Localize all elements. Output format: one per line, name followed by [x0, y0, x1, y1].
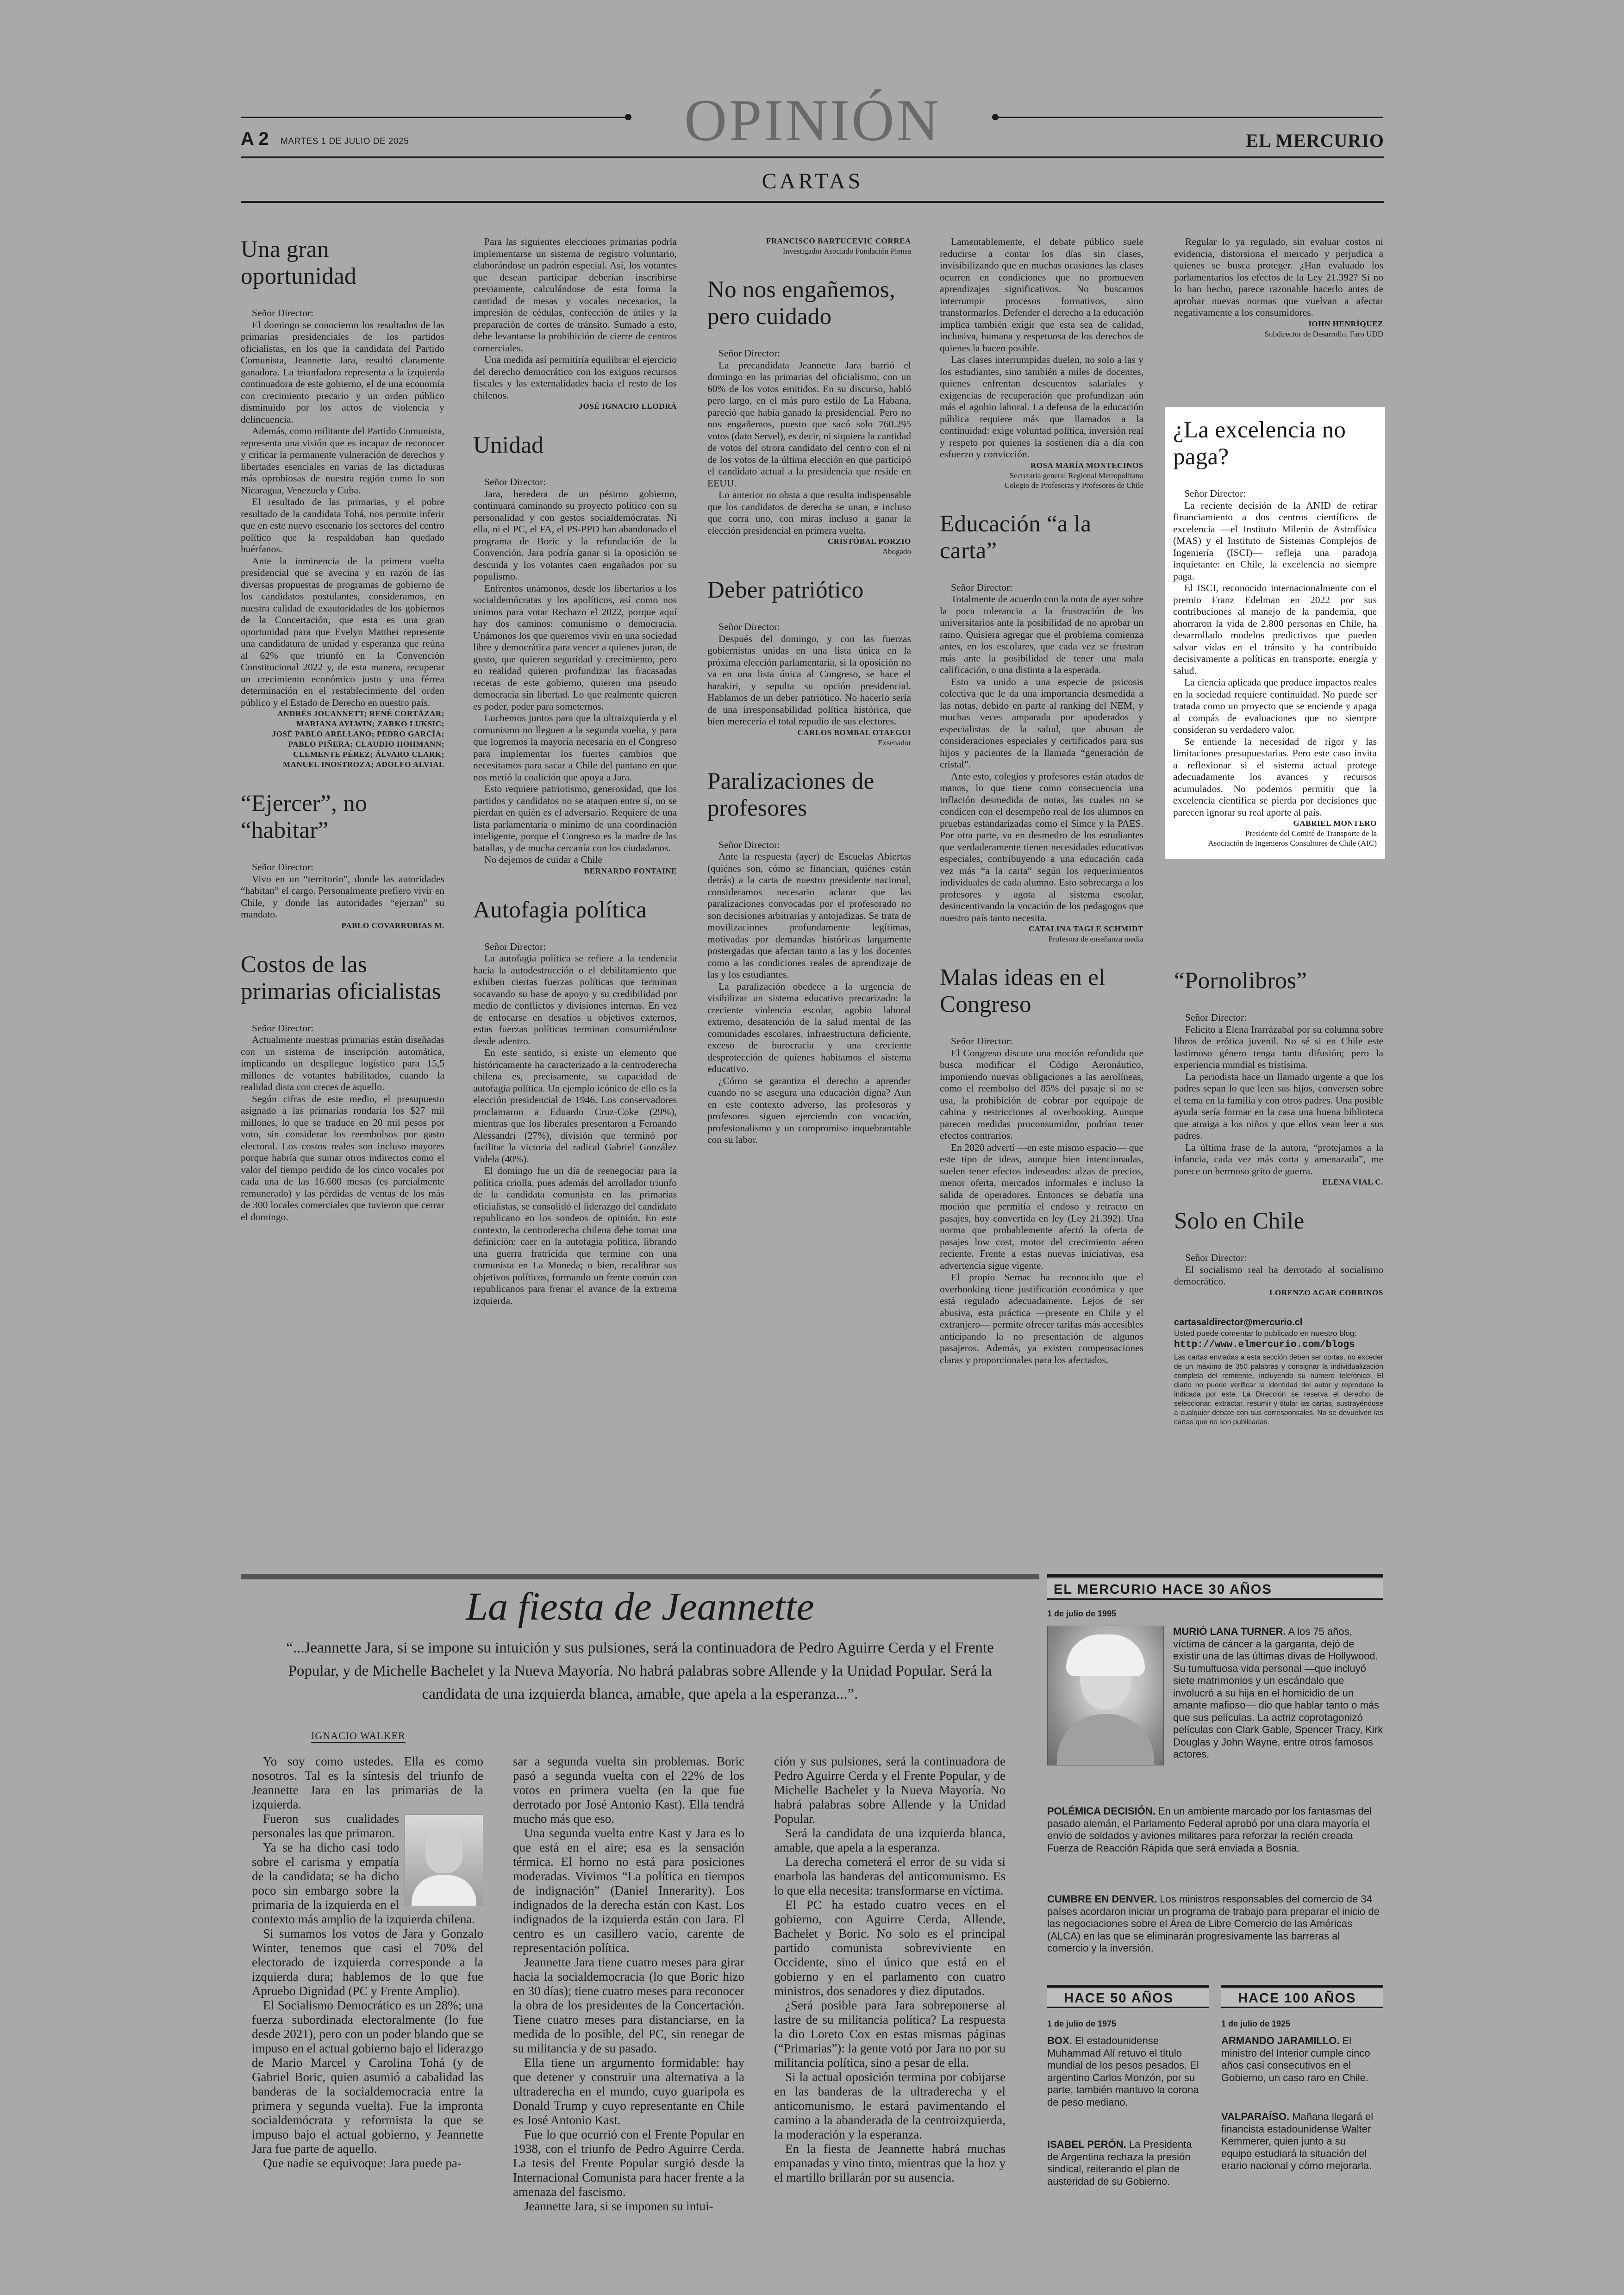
letter-solo-en-chile	[1174, 1208, 1383, 1298]
letters-column-5-lower	[1174, 967, 1383, 1427]
letter-paragraph: La reciente decisión de la ANID de retirar financiamiento a dos centros científicos de excelencia —el Instituto Milenio de Astrofísica (MAS) y el Instituto de Sistemas Complejos de Ingeniería (ISCI)— refleja una paradoja inquietante: en Chile, la excelencia no siempre paga.	[1173, 499, 1377, 582]
letter-role: Asociación de Ingenieros Consultores de Chile (AIC)	[1208, 839, 1377, 848]
letter-paragraph: Según cifras de este medio, el presupuesto asignado a las primarias rondaría los $27 mil millones, lo que se traduce en 20 mil pesos por voto, sin considerar los reembolsos por gasto electoral. Los costos reales son incluso mayores porque habría que sumar otros indirectos como el valor del tiempo perdido de los cinco vocales por cada una de las 16.600 mesas (es parcialmente remunerado) y las pérdidas de ventas de los más de 300 locales comerciales que tuvieron que cerrar el domingo.	[241, 1093, 444, 1222]
letter-salutation: Señor Director:	[951, 1035, 1013, 1047]
letters-column-1	[241, 236, 444, 1223]
letter-title: Solo en Chile	[1174, 1208, 1305, 1234]
subsection-rule	[241, 201, 1384, 203]
column-paragraph: Que nadie se equivoque: Jara puede pa-	[263, 2156, 462, 2170]
letter-signature: MARIANA AYLWIN; ZARKO LUKSIC;	[296, 719, 444, 728]
author-photo	[405, 1815, 483, 1906]
letter-salutation: Señor Director:	[484, 941, 546, 952]
letter-role: Profesora de enseñanza media	[1048, 935, 1143, 943]
masthead-right-line	[994, 117, 1383, 118]
letter-signature: ELENA VIAL C.	[1322, 1178, 1383, 1186]
letter-signature: CLEMENTE PÉREZ; ÁLVARO CLARK;	[293, 750, 444, 759]
letter-paragraph: Se entiende la necesidad de rigor y las limitaciones presupuestarias. Pero este caso invita a reflexionar si el sistema actual protege adecuadamente los avances y recursos acumulados. No podemos permitir que la excelencia científica se pierda por decisiones que parecen ignorar su real aporte al país.	[1173, 736, 1377, 818]
letter-pornolibros	[1174, 967, 1383, 1187]
history-50-header: HACE 50 AÑOS	[1047, 1989, 1209, 2008]
history-item-text: La Presidenta de Argentina rechaza la presión sindical, reiterando el plan de austeridad de su Gobierno.	[1047, 2139, 1192, 2187]
letter-paragraph: Esto va unido a una especie de psicosis colectiva que le da una importancia desmedida a las notas, debido en parte al ranking del NEM, y muchas veces amparada por apoderados y especialistas de la salud, que abusan de consideraciones especiales y certificados para sus hijos y pacientes de la llamada “generación de cristal”.	[940, 676, 1143, 770]
letter-paragraph: El ISCI, reconocido internacionalmente con el premio Franz Edelman en 2022 por sus contribuciones al manejo de la pandemia, que ahorraron la vida de 2.800 personas en Chile, ha desarrollado modelos predictivos que pueden salvar vidas en el tránsito y ha contribuido decisivamente a políticas en transporte, energía y salud.	[1173, 582, 1377, 676]
letter-paragraph: Totalmente de acuerdo con la nota de ayer sobre la poca tolerancia a la frustración de los universitarios ante la posibilidad de no aprobar un ramo. Quisiera agregar que el problema comienza antes, en los escolares, que cada vez se frustran más ante la posibilidad de tener una mala calificación, o una distinta a la esperada.	[940, 593, 1143, 675]
letter-salutation: Señor Director:	[484, 476, 546, 487]
letter-signature: BERNARDO FONTAINE	[584, 866, 677, 875]
letter-paragraph: La ciencia aplicada que produce impactos reales en la sociedad requiere continuidad. No puede ser tratada como un proyecto que se enciende y apaga al compás de evaluaciones que no siempre consideran su verdadero valor.	[1173, 677, 1377, 735]
letter-salutation: Señor Director:	[951, 581, 1013, 593]
letters-column-3	[707, 236, 911, 1146]
column-paragraph: sar a segunda vuelta sin problemas. Boric pasó a segunda vuelta con el 22% de los votos en primera vuelta (en la que fue derrotado por José Antonio Kast). Ella tendrá mucho más que eso.	[513, 1754, 744, 1826]
column-author: IGNACIO WALKER	[311, 1730, 406, 1743]
letters-column-5	[1174, 236, 1383, 339]
column-body-1	[252, 1754, 483, 2170]
letter-signature: PABLO PIÑERA; CLAUDIO HOHMANN;	[288, 740, 444, 748]
history-item-lana-turner	[1173, 1626, 1383, 1761]
column-paragraph: La derecha cometerá el error de su vida si enarbola las banderas del anticomunismo. Es lo que ella necesita: transformarse en víctima.	[774, 1855, 1006, 1897]
history-item-head: CUMBRE EN DENVER.	[1047, 1893, 1157, 1905]
column-paragraph: Jeannette Jara, si se imponen su intui-	[524, 2199, 713, 2213]
letter-signature: GABRIEL MONTERO	[1293, 819, 1377, 828]
blog-intro: Usted puede comentar lo publicado en nuestro blog:	[1174, 1328, 1357, 1338]
letter-salutation: Señor Director:	[1185, 1252, 1247, 1263]
column-paragraph: Yo soy como ustedes. Ella es como nosotros. Tal es la síntesis del triunfo de Jeannette Jara en las primarias de la izquierda.	[252, 1754, 483, 1811]
column-paragraph: Si la actual oposición termina por cobijarse en las banderas de la ultraderecha y el anticomunismo, le estará pavimentando el camino a la abanderada de la centroizquierda, la moderación y la esperanza.	[774, 2070, 1006, 2141]
letter-no-nos-enganemos	[707, 276, 911, 556]
letter-costos-de-las-primarias	[241, 951, 444, 1223]
column-paragraph: En la fiesta de Jeannette habrá muchas empanadas y vino tinto, mientras que la hoz y el martillo brillarán por su ausencia.	[774, 2142, 1006, 2184]
letter-signature: CATALINA TAGLE SCHMIDT	[1028, 924, 1143, 933]
history-item-box	[1047, 2035, 1205, 2108]
letter-role: Presidente del Comité de Transporte de la	[1245, 829, 1377, 838]
contact-email[interactable]: cartasaldirector@mercurio.cl	[1174, 1317, 1303, 1328]
column-paragraph: Si sumamos los votos de Jara y Gonzalo Winter, tenemos que casi el 70% del electorado de izquierda corresponde a la izquierda dura; hablemos de lo que fue Apruebo Dignidad (PC y Frente Amplio).	[252, 1927, 483, 1998]
letter-title: Costos de las primarias oficialistas	[241, 951, 441, 1004]
letter-role: Exsenador	[878, 738, 911, 747]
history-item-text: Mañana llegará el financista estadounidense Walter Kemmerer, quien junto a su equipo estudiará la situación del erario nacional y cómo mejorarla.	[1221, 2111, 1374, 2171]
letter-title: ¿La excelencia no paga?	[1173, 417, 1346, 470]
letter-paragraph: Luchemos juntos para que la ultraizquierda y el comunismo no lleguen a la segunda vuelta, y para que logremos la mayoría necesaria en el Congreso para implementar los fuertes cambios que necesitamos para sacar a Chile del pantano en que nos metió la coalición que apoya a Jara.	[473, 712, 677, 783]
history-item-head: ARMANDO JARAMILLO.	[1221, 2035, 1340, 2046]
history-item-head: ISABEL PERÓN.	[1047, 2139, 1126, 2150]
letter-paragraph: Una medida así permitiría equilibrar el ejercicio del derecho democrático con los exiguos recursos fiscales y las externalidades hacia el resto de los chilenos.	[473, 354, 677, 401]
column-paragraph: Fueron sus cualidades personales las que primaron.	[252, 1812, 399, 1840]
history-panel	[1047, 1574, 1383, 2231]
history-item-head: POLÉMICA DECISIÓN.	[1047, 1805, 1156, 1817]
letter-title: Autofagia política	[473, 897, 647, 923]
letter-salutation: Señor Director:	[718, 621, 781, 632]
letters-column-2	[473, 236, 677, 1307]
letter-paragraph: Actualmente nuestras primarias están diseñadas con un sistema de inscripción automática, implicando un despliegue logístico para 15,5 millones de votantes habilitados, cuando la realidad dista con creces de aquello.	[241, 1034, 444, 1092]
contact-box	[1174, 1316, 1383, 1427]
letter-paragraph: Las clases interrumpidas duelen, no solo a las y los estudiantes, sino también a miles de docentes, quienes enfrentan descuentos salariales y exigencias de recuperación que profundizan aún más el agobio laboral. La defensa de la educación pública requiere más que llamados a la continuidad: exige voluntad política, inversión real y respeto por quienes la sostienen día a día con esfuerzo y convicción.	[940, 354, 1143, 460]
letter-role: Secretaria general Regional Metropolitano	[1009, 471, 1143, 480]
masthead-left-dot	[625, 114, 631, 120]
column-paragraph: Será la candidata de una izquierda blanca, amable, que apela a la esperanza.	[774, 1826, 1006, 1854]
letter-signature: CRISTÓBAL PORZIO	[827, 537, 911, 546]
column-title: La fiesta de Jeannette	[466, 1584, 814, 1628]
letter-salutation: Señor Director:	[1184, 488, 1246, 499]
letter-educacion-a-la-carta	[940, 511, 1143, 944]
letter-paragraph: Después del domingo, y con las fuerzas gobiernistas unidas en una lista única en la próxima elección parlamentaria, si la oposición no va en una lista única al Congreso, se hace el harakiri, y sepulta su opción presidencial. Hablamos de un deber patriótico. No hacerlo sería de una irresponsabilidad política histórica, que bien merecería el total repudio de sus electores.	[707, 633, 911, 727]
letter-paragraph: Ante esto, colegios y profesores están atados de manos, lo que tiene como consecuencia una inflación desmedida de notas, las cuales no se condicen con el desempeño real de los alumnos en pruebas estandarizadas como el Simce y la PAES. Por otra parte, va en desmedro de los estudiantes que verdaderamente tienen necesidades educativas especiales, contribuyendo a una educación cada vez más “a la carta” según los requerimientos individuales de cada alumno. Esto sobrecarga a los profesores y agota al sistema escolar, desincentivando la vocación de los pedagogos que nuestro país tanto necesita.	[940, 770, 1143, 923]
history-item-armando-jaramillo	[1221, 2035, 1379, 2084]
lana-turner-photo	[1047, 1626, 1164, 1765]
history-item-text: Los ministros responsables del comercio de 34 países acordaron iniciar un programa de trabajo para preparar el inicio de las negociaciones sobre el Área de Libre Comercio de las Américas (ALCA) en las que se eliminarán progresivamente las barreras al comercio y la inversión.	[1047, 1893, 1380, 1954]
column-paragraph: Jeannette Jara tiene cuatro meses para girar hacia la socialdemocracia (lo que Boric hizo en 30 días); tiene cuatro meses para reconocer la obra de los presidentes de la Concertación. Tiene cuatro meses para distanciarse, en la medida de lo posible, del PC, sin renegar de su militancia y de su pasado.	[513, 1955, 744, 2055]
history-100-date: 1 de julio de 1925	[1221, 2019, 1291, 2028]
letter-salutation: Señor Director:	[252, 307, 314, 318]
letter-paragraph: La última frase de la autora, “protejamos a la infancia, cada vez más corta y amenazada”, me parece un hermoso grito de guerra.	[1174, 1141, 1383, 1177]
section-title: OPINIÓN	[684, 87, 941, 153]
letter-salutation: Señor Director:	[718, 839, 781, 850]
letter-una-gran-oportunidad	[241, 236, 444, 770]
letter-paragraph: No dejemos de cuidar a Chile	[484, 854, 602, 865]
history-30-date: 1 de julio de 1995	[1047, 1609, 1117, 1618]
letter-paragraph: El domingo se conocieron los resultados de las primarias presidenciales de los partidos oficialistas, en los que la candidata del Partido Comunista, Jeannette Jara, resultó claramente ganadora. La triunfadora representa a la izquierda continuadora de este gobierno, el de una economía con crecimiento precario y un orden público disminuido por los actos de violencia y delincuencia.	[241, 319, 444, 425]
history-100-header: HACE 100 AÑOS	[1221, 1989, 1383, 2008]
letter-paragraph: Vivo en un “territorio”, donde las autoridades “habitan” el cargo. Personalmente prefiero vivir en Chile, y donde las autoridades “ejerzan” su mandato.	[241, 873, 444, 920]
letter-paragraph: La periodista hace un llamado urgente a que los padres sepan lo que leen sus hijos, conversen sobre el tema en la familia y con otros padres. Una posible ayuda sería formar en la casa una buena biblioteca que atraiga a los niños y que ellos vean leer a sus padres.	[1174, 1071, 1383, 1141]
letter-la-excelencia-no-paga	[1165, 407, 1385, 859]
letter-title: “Pornolibros”	[1174, 968, 1307, 994]
letter-signature: LORENZO AGAR CORBINOS	[1269, 1288, 1383, 1297]
letter-title: Educación “a la carta”	[940, 511, 1092, 564]
history-item-text: En un ambiente marcado por los fantasmas del pasado alemán, el Parlamento Federal aprobó por una clara mayoría el envío de soldados y aviones militares para reforzar la recién creada Fuerza de Reacción Rápida que será enviada a Bosnia.	[1047, 1805, 1372, 1854]
letter-role: Investigador Asociado Fundación Piensa	[782, 247, 911, 256]
letter-ejercer-no-habitar	[241, 790, 444, 931]
letter-title: No nos engañemos, pero cuidado	[707, 277, 895, 330]
column-paragraph: Fue lo que ocurrió con el Frente Popular en 1938, con el triunfo de Pedro Aguirre Cerda. La tesis del Frente Popular surgió desde la Internacional Comunista para hacer frente a la amenaza del fascismo.	[513, 2127, 744, 2199]
history-item-head: BOX.	[1047, 2035, 1072, 2046]
history-item-isabel-peron	[1047, 2139, 1205, 2188]
contact-note: Las cartas enviadas a esta sección deben ser cortas, no exceder de un máximo de 350 palabras y consignar la individualización completa del remitente, incluyendo su número telefónico. El diario no puede verificar la identidad del autor y reproduce la indicada por este. La Dirección se reserva el derecho de seleccionar, extractar, resumir y titular las cartas, sustrayéndose a cualquier debate con sus corresponsales. No se devuelven las cartas que no son publicadas.	[1174, 1353, 1383, 1426]
letter-paragraph: El resultado de las primarias, y el pobre resultado de la candidata Tohá, nos permite inferir que en este nuevo escenario los sectores del centro político que la respaldaban han quedado huérfanos.	[241, 496, 444, 555]
history-50-date: 1 de julio de 1975	[1047, 2019, 1117, 2028]
column-quote: “...Jeannette Jara, si se impone su intuición y sus pulsiones, será la continuadora de Pedro Aguirre Cerda y el Frente Popular, y de Michelle Bachelet y la Nueva Mayoría. No habrá palabras sobre Allende y la Unidad Popular. Será la candidata de una izquierda blanca, amable, que apela a la esperanza...”.	[286, 1640, 994, 1703]
letter-signature: JOSÉ PABLO ARELLANO; PEDRO GARCÍA;	[272, 730, 444, 738]
letter-paragraph: Felicito a Elena Irarrázabal por su columna sobre libros de erótica juvenil. No sé si en Chile este lastimoso género tenga tanta difusión; pero la experiencia mundial es tristísima.	[1174, 1023, 1383, 1070]
letter-title: Una gran oportunidad	[241, 237, 356, 289]
letter-title: “Ejercer”, no “habitar”	[241, 791, 367, 843]
letter-role: Abogado	[882, 547, 911, 556]
letter-signature: MANUEL INOSTROZA; ADOLFO ALVIAL	[282, 760, 444, 769]
letter-paragraph: Regular lo ya regulado, sin evaluar costos ni evidencia, distorsiona el mercado y perjudica a quienes se busca proteger. ¿Han evaluado los parlamentarios los efectos de la Ley 21.392? Si no lo han hecho, parece razonable hacerlo antes de aprobar nuevas normas que vuelvan a afectar negativamente a los consumidores.	[1174, 236, 1383, 318]
letter-title: Paralizaciones de profesores	[707, 768, 874, 821]
letter-unidad	[473, 432, 677, 876]
letter-paragraph: En este sentido, si existe un elemento que históricamente ha caracterizado a la centroderecha chilena es, precisamente, su capacidad de autofagia política. Un ejemplo icónico de ello es la elección presidencial de 1946. Los conservadores proclamaron a Eduardo Cruz-Coke (29%), mientras que los liberales presentaron a Fernando Alessandri (27%), división que terminó por facilitar la victoria del radical Gabriel González Videla (40%).	[473, 1047, 677, 1165]
page-number: A 2	[241, 129, 269, 149]
column-paragraph: El Socialismo Democrático es un 28%; una fuerza subordinada electoralmente (lo fue desde 2021), pero con un poder blando que se impuso en el actual gobierno bajo el liderazgo de Mario Marcel y Carolina Tohá (y de Gabriel Boric, quien asumió a cabalidad las banderas de la socialdemocracia entre la primera y segunda vuelta). Fue la impronta socialdemócrata y reformista la que se impuso bajo el actual gobierno, y Jeannette Jara fue parte de aquello.	[252, 1998, 483, 2156]
history-item-head: MURIÓ LANA TURNER.	[1173, 1626, 1286, 1637]
letter-paragraph: Lo anterior no obsta a que resulta indispensable que los candidatos de derecha se unan, e incluso que corra uno, con miras incluso a ganar la elección presidencial en primera vuelta.	[707, 489, 911, 536]
history-item-head: VALPARAÍSO.	[1221, 2111, 1290, 2122]
newspaper-name: EL MERCURIO	[1246, 130, 1384, 151]
letter-paragraph: La precandidata Jeannette Jara barrió el domingo en las primarias del oficialismo, con un 60% de los votos emitidos. En su discurso, habló pero largo, en el más puro estilo de La Habana, pareció que había ganado la presidencial. Pero no nos engañemos, puesto que sacó solo 760.295 votos (dato Servel), es decir, ni siquiera la cantidad de votos del otrora candidato del centro con el ni de los votos de la última elección en que participó el candidato actual a la presidencia que reside en EEUU.	[707, 359, 911, 489]
column-paragraph: Ya se ha dicho casi todo sobre el carisma y empatía de la candidata; se ha dicho poco sin embargo sobre la primaria de la izquierda en el contexto más amplio de la izquierda chilena.	[252, 1840, 475, 1926]
history-item-polemica	[1047, 1805, 1383, 1854]
history-item-text: A los 75 años, víctima de cáncer a la garganta, dejó de existir una de las últimas divas de Hollywood. Su tumultuosa vida personal —que incluyó siete matrimonios y un escándalo que involucró a su hija en el homicidio de un amante mafioso— dio que hablar tanto o más que sus películas. La actriz coprotagonizó películas con Clark Gable, Spencer Tracy, Kirk Douglas y John Wayne, entre otros famosos actores.	[1173, 1626, 1383, 1760]
letter-signature: ANDRÉS JOUANNETT; RENÉ CORTÁZAR;	[277, 709, 444, 718]
column-body-3	[774, 1754, 1006, 2185]
letter-signature: PABLO COVARRUBIAS M.	[341, 921, 444, 930]
letter-paragraph: En 2020 advertí —en este mismo espacio— que este tipo de ideas, aunque bien intencionadas, suelen tener efectos indeseados: alzas de precios, menor oferta, mercados informales e incluso la salida de operadores. Entonces se debatía una moción que permitía el endoso y retracto en pasajes, hoy convertida en ley (Ley 21.392). Una norma que probablemente afectó la oferta de pasajes low cost, motor del crecimiento aéreo reciente. Frente a estas nuevas iniciativas, esa advertencia sigue vigente.	[940, 1141, 1143, 1271]
column-top-rule	[241, 1574, 1039, 1579]
letter-paragraph: Enfrentos unámonos, desde los libertarios a los socialdemócratas y los apolíticos, así como nos unimos para votar Rechazo el 2022, porque aquí hay dos caminos: comunismo o democracia. Unámonos los que queremos vivir en una sociedad libre y democrática para vencer a quienes juran, de gusto, que quieren seguridad y crecimiento, pero en realidad quieren profundizar las fracasadas recetas de este gobierno, quieren una pseudo democracia sin libertad. Lo que realmente quieren es poder, poder para someternos.	[473, 582, 677, 712]
history-item-valparaiso	[1221, 2111, 1379, 2172]
masthead-right-dot	[992, 114, 999, 120]
letter-role: Colegio de Profesoras y Profesores de Chile	[1004, 480, 1143, 490]
letter-paragraph: Jara, heredera de un pésimo gobierno, continuará caminando su proyecto político con su personalidad y con gestos socialdemócratas. Ni ella, ni el PC, el FA, el PS-PPD han abandonado el programa de Boric y la refundación de la Convención. Jara podría ganar si la oposición se descuida y los votantes caen engañados por su populismo.	[473, 488, 677, 582]
letter-paragraph: El domingo fue un día de reenegociar para la política criolla, pues además del arrollador triunfo de la candidata comunista en las primarias oficialistas, se consolidó el liderazgo del candidato republicano en los sondeos de opinión. En este contexto, la centroderecha chilena debe tomar una definición: caer en la autofagia política, librando una guerra fratricida que termine con una comunista en La Moneda; o bien, recalibrar sus objetivos políticos, formando un frente común con republicanos para frenar el avance de la extrema izquierda.	[473, 1165, 677, 1306]
letter-paragraph: Ante la inminencia de la primera vuelta presidencial que se avecina y en razón de las diversas propuestas de programas de gobierno de los candidatos postulantes, consideramos, en nuestra calidad de exautoridades de los gobiernos de la Concertación, que esta es una gran oportunidad para que Evelyn Matthei represente una candidatura de unidad y esperanza que reúna al 62% que triunfó en la Convención Constitucional 2022 y, de esta manera, recuperar un crecimiento económico justo y una férrea determinación en el restablecimiento del orden público y el Estado de Derecho en nuestro país.	[241, 555, 444, 708]
letter-paragraph: ¿Cómo se garantiza el derecho a aprender cuando no se asegura una educación digna? Aun en este contexto adverso, las profesoras y profesores siguen ejerciendo con vocación, profesionalismo y un compromiso inquebrantable con su labor.	[707, 1075, 911, 1145]
letter-title: Deber patriótico	[707, 577, 864, 603]
letters-column-4	[940, 236, 1143, 1366]
history-item-text: El estadounidense Muhammad Alí retuvo el título mundial de los pesos pesados. El argentino Carlos Monzón, por su parte, también mantuvo la corona de peso mediano.	[1047, 2035, 1199, 2108]
letter-paragraph: El propio Sernac ha reconocido que el overbooking tiene justificación económica y que está regulado adecuadamente. Lejos de ser abusiva, esta práctica —presente en Chile y el extranjero— permite ofrecer tarifas más accesibles anticipando la no presentación de algunos pasajeros. Además, ya existen compensaciones claras y proporcionales para los afectados.	[940, 1272, 1143, 1366]
letter-signature: JOHN HENRÍQUEZ	[1307, 319, 1383, 328]
masthead-rule	[241, 156, 1384, 158]
history-30-header: EL MERCURIO HACE 30 AÑOS	[1047, 1579, 1383, 1600]
letter-paragraph: Además, como militante del Partido Comunista, representa una visión que es incapaz de reconocer y criticar la permanente vulneración de derechos y libertades esenciales en varias de las dictaduras más oprobiosas de nuestra región como lo son Nicaragua, Venezuela y Cuba.	[241, 425, 444, 496]
letter-paragraph: Lamentablemente, el debate público suele reducirse a contar los días sin clases, invisibilizando que en muchas ocasiones las clases ocurren en condiciones que no promueven aprendizajes significativos. No buscamos interrumpir procesos formativos, sino transformarlos. Defender el derecho a la educación implica también exigir que esta sea de calidad, inclusiva, humana y respetuosa de los derechos de quienes la hacen posible.	[940, 236, 1143, 354]
letter-signature: FRANCISCO BARTUCEVIC CORREA	[766, 237, 911, 245]
letter-salutation: Señor Director:	[1185, 1012, 1247, 1023]
letter-paragraph: Para las siguientes elecciones primarias podría implementarse un sistema de registro voluntario, elaborándose un padrón especial. Así, los votantes que desean participar deberían inscribirse previamente, calculándose de esta forma la cantidad de mesas y vocales necesarios, la impresión de cédulas, confección de útiles y la preparación de cortes de tránsito. Sumado a esto, debe levantarse la prohibición de cierre de centros comerciales.	[473, 236, 677, 354]
page-date: MARTES 1 DE JULIO DE 2025	[281, 137, 409, 146]
blog-link[interactable]: http://www.elmercurio.com/blogs	[1174, 1339, 1355, 1350]
masthead-left-line	[241, 117, 630, 118]
letter-signature: ROSA MARÍA MONTECINOS	[1030, 461, 1143, 470]
letter-role: Subdirector de Desarrollo, Faro UDD	[1264, 329, 1383, 338]
letter-paragraph: Esto requiere patriotismo, generosidad, que los partidos y candidatos no se ataquen entre sí, no se pierdan en quién es el adversario. Requiere de una lista parlamentaria o mínimo de una coordinación inteligente, porque el Congreso es la madre de las batallas, y de mucha cercanía con los ciudadanos.	[473, 783, 677, 854]
letter-signature: JOSÉ IGNACIO LLODRÁ	[579, 402, 677, 411]
subsection-title: CARTAS	[762, 169, 863, 193]
letter-title: Malas ideas en el Congreso	[940, 965, 1106, 1017]
history-item-text: El ministro del Interior cumple cinco años casi consecutivos en el Gobierno, un caso raro en Chile.	[1221, 2035, 1370, 2083]
letter-paragraph: La paralización obedece a la urgencia de visibilizar un sistema educativo precarizado: la creciente violencia escolar, agobio laboral extremo, desatención de la salud mental de las comunidades escolares, infraestructura deficiente, exceso de burocracia y una creciente desprotección de quienes habitamos el sistema educativo.	[707, 980, 911, 1074]
letter-salutation: Señor Director:	[252, 861, 314, 873]
letter-paralizaciones-de-profesores	[707, 768, 911, 1146]
letter-salutation: Señor Director:	[718, 348, 781, 359]
history-item-cumbre	[1047, 1893, 1383, 1955]
column-paragraph: El PC ha estado cuatro veces en el gobierno, con Aguirre Cerda, Allende, Bachelet y Boric. No solo es el principal partido comunista sobreviviente en Occidente, sino el único que está en el gobierno y en el parlamento con cuatro ministros, dos senadores y diez diputados.	[774, 1898, 1006, 1998]
column-body-2	[513, 1754, 744, 2214]
letter-title: Unidad	[473, 432, 543, 458]
letter-deber-patriotico	[707, 577, 911, 748]
letter-paragraph: El Congreso discute una moción refundida que busca modificar el Código Aeronáutico, imponiendo nuevas obligaciones a las aerolíneas, como el reembolso del 85% del pasaje si no se usa, la prohibición de cobrar por equipaje de cabina y restricciones al overbooking. Aunque parecen medidas proconsumidor, podrían tener efectos contrarios.	[940, 1047, 1143, 1141]
letter-malas-ideas-en-el-congreso	[940, 964, 1143, 1366]
letter-paragraph: Ante la respuesta (ayer) de Escuelas Abiertas (quiénes son, cómo se financian, quiénes están detrás) a la carta de nuestro presidente nacional, consideramos necesario aclarar que las paralizaciones convocadas por el profesorado no son decisiones arbitrarias y antojadizas. Se trata de movilizaciones profundamente legítimas, motivadas por demandas históricas largamente postergadas que afectan tanto a las y los docentes como a las condiciones reales de aprendizaje de las y los estudiantes.	[707, 851, 911, 980]
letter-paragraph: La autofagia política se refiere a la tendencia hacia la autodestrucción o el debilitamiento que exhiben ciertas fuerzas políticas que terminan socavando su base de apoyo y su credibilidad por medio de conflictos y divisiones internas. En vez de enfocarse en desafíos u objetivos externos, estas fuerzas políticas terminan consumiéndose desde adentro.	[473, 953, 677, 1047]
letter-paragraph: El socialismo real ha derrotado al socialismo democrático.	[1174, 1264, 1383, 1287]
column-paragraph: ¿Será posible para Jara sobreponerse al lastre de su militancia política? La respuesta la dio Loreto Cox en estas mismas páginas (“Primarias”): la gente votó por Jara no por su militancia política, sino a pesar de ella.	[774, 1998, 1006, 2070]
column-paragraph: Ella tiene un argumento formidable: hay que detener y construir una alternativa a la ultraderecha en el mundo, cuyo guaripola es Donald Trump y cuyo representante en Chile es José Antonio Kast.	[513, 2056, 744, 2127]
letter-signature: CARLOS BOMBAL OTAEGUI	[797, 728, 911, 737]
letter-salutation: Señor Director:	[252, 1022, 314, 1034]
column-paragraph: Una segunda vuelta entre Kast y Jara es lo que está en el aire; esa es la sensación térmica. El horno no está para posiciones moderadas. Vivimos “La política en tiempos de indignación” (Daniel Innerarity). Los indignados de la derecha están con Kast. Los indignados de la izquierda están con Jara. El centro es un casillero vacío, carente de representación política.	[513, 1826, 744, 1955]
column-paragraph: ción y sus pulsiones, será la continuadora de Pedro Aguirre Cerda y el Frente Popular, y de Michelle Bachelet y la Nueva Mayoría. No habrá palabras sobre Allende y la Unidad Popular.	[774, 1754, 1006, 1826]
letter-autofagia-politica	[473, 897, 677, 1307]
